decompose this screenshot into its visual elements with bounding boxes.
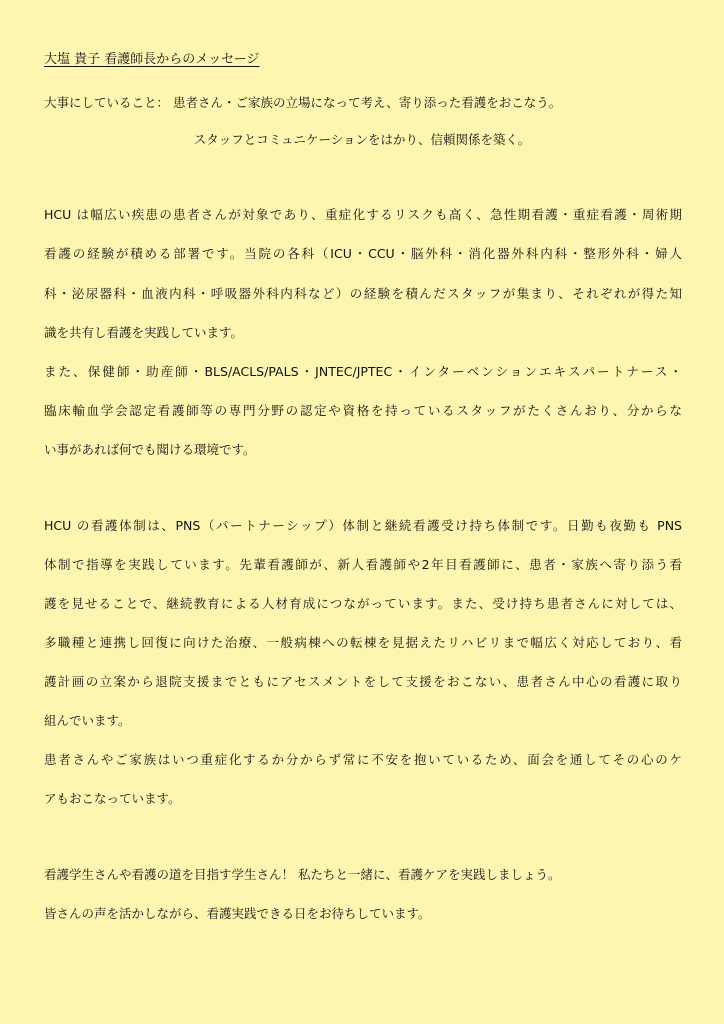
section1-line-6: 臨床輸血学会認定看護師等の専門分野の認定や資格を持っているスタッフがたくさんおり、分からな <box>44 403 682 418</box>
section2-line-6: 組んでいます。 <box>44 713 131 728</box>
section2-line-5: 護計画の立案から退院支援までともにアセスメントをして支援をおこない、患者さん中心の看護に取り <box>44 674 682 689</box>
section1-line-5: また、保健師・助産師・BLS/ACLS/PALS・JNTEC/JPTEC・インターベンションエキスパートナース・ <box>44 364 682 379</box>
section2-line-2: 体制で指導を実践しています。先輩看護師が、新人看護師や2年目看護師に、患者・家族へ寄り添う看 <box>44 557 682 572</box>
section1-line-3: 科・泌尿器科・血液内科・呼吸器外科内科など）の経験を積んだスタッフが集まり、それぞれが得た知 <box>44 286 682 301</box>
section3-line-1: 看護学生さんや看護の道を目指す学生さん！ 私たちと一緒に、看護ケアを実践しましょう。 <box>44 867 561 882</box>
section2-line-7: 患者さんやご家族はいつ重症化するか分からず常に不安を抱いているため、面会を通してその心のケ <box>44 752 682 767</box>
page-title: 大塩 貴子 看護師長からのメッセージ <box>44 52 260 67</box>
section1-line-2: 看護の経験が積める部署です。当院の各科（ICU・CCU・脳外科・消化器外科内科・整形外科・婦人 <box>44 246 682 261</box>
section3-line-2: 皆さんの声を活かしながら、看護実践できる日をお待ちしています。 <box>44 906 431 921</box>
section2-line-4: 多職種と連携し回復に向けた治療、一般病棟への転棟を見据えたリハビリまで幅広く対応しており、看 <box>44 635 682 650</box>
section1-line-1: HCU は幅広い疾患の患者さんが対象であり、重症化するリスクも高く、急性期看護・重症看護・周術期 <box>44 207 682 222</box>
section2-line-1: HCU の看護体制は、PNS（パートナーシップ）体制と継続看護受け持ち体制です。日勤も夜勤も PNS <box>44 518 682 533</box>
section1-line-7: い事があれば何でも聞ける環境です。 <box>44 442 256 457</box>
section1-line-4: 識を共有し看護を実践しています。 <box>44 325 244 340</box>
section2-line-3: 護を見せることで、継続教育による人材育成につながっています。また、受け持ち患者さんに対しては、 <box>44 596 682 611</box>
section2-line-8: アもおこなっています。 <box>44 791 181 806</box>
motto-line-1: 大事にしていること： 患者さん・ご家族の立場になって考え、寄り添った看護をおこなう。 <box>44 95 562 110</box>
motto-line-2: スタッフとコミュニケーションをはかり、信頼関係を築く。 <box>193 132 531 147</box>
